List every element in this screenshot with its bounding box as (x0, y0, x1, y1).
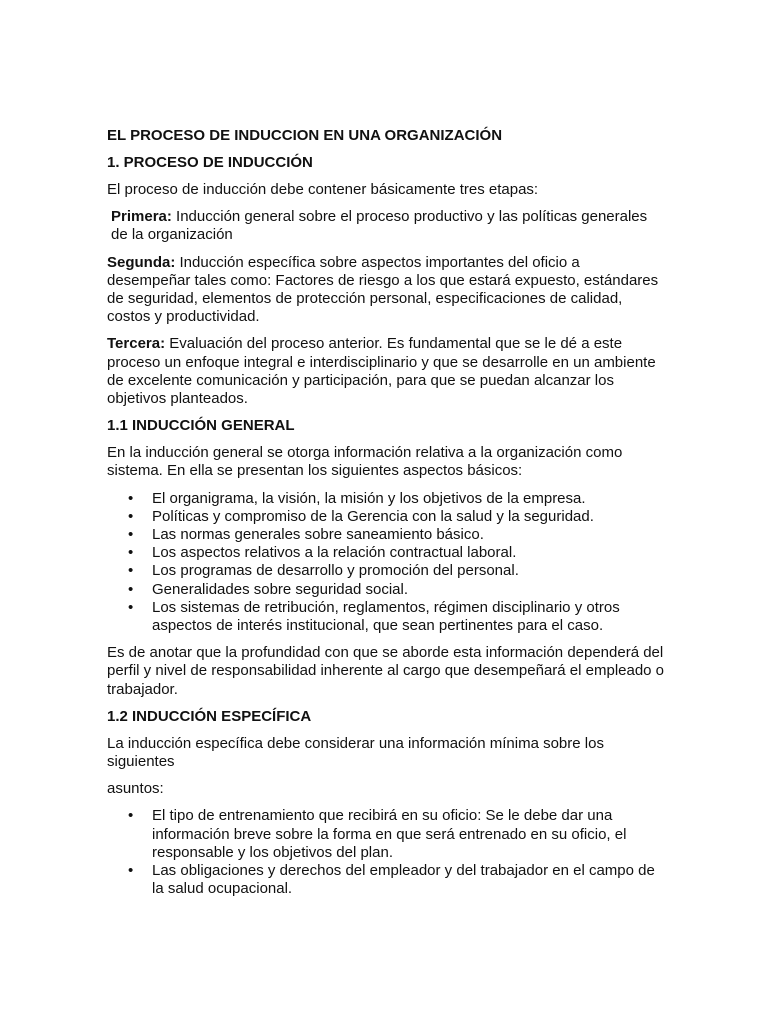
stage-tercera (107, 335, 667, 408)
list-item: • El organigrama, la visión, la misión y los objetivos de la empresa. (128, 489, 586, 507)
section-1-2-intro-continued: asuntos: (107, 780, 164, 798)
stage-primera (107, 208, 667, 244)
section-1-intro: El proceso de inducción debe contener básicamente tres etapas: (107, 181, 539, 198)
stage-label: Tercera: (107, 335, 166, 353)
bullet-icon: • (128, 489, 134, 507)
stage-label: Primera: (111, 208, 172, 226)
bullet-icon: • (128, 807, 134, 825)
section-1-1-heading: 1.1 INDUCCIÓN GENERAL (107, 417, 295, 435)
bullet-icon: • (128, 544, 134, 562)
list-item: • Políticas y compromiso de la Gerencia con la salud y la seguridad. (128, 507, 594, 525)
specific-induction-list (107, 807, 667, 898)
section-1-1-closing: Es de anotar que la profundidad con que se aborde esta información dependerá del perfil y nivel de responsabilidad inherente al cargo que desempeñará el empleado o trabajador. (107, 644, 665, 698)
list-item: • Las normas generales sobre saneamiento básico. (128, 526, 484, 544)
document-page (107, 127, 667, 908)
stage-text: Evaluación del proceso anterior. Es fundamental que se le dé a este proceso un enfoque integral e interdisciplinario y que se desarrolle en un ambiente de excelente comunicación y participación, para que se puedan alcanzar los objetivos planteados. (107, 335, 656, 408)
list-item: • Los sistemas de retribución, reglamentos, régimen disciplinario y otros aspectos de interés institucional, que sean pertinentes para el caso. (128, 598, 620, 635)
list-item: • Los aspectos relativos a la relación contractual laboral. (128, 544, 517, 562)
bullet-icon: • (128, 598, 134, 616)
section-1-2-heading: 1.2 INDUCCIÓN ESPECÍFICA (107, 707, 312, 725)
bullet-icon: • (128, 862, 134, 880)
general-induction-list (107, 490, 667, 636)
section-1-heading: 1. PROCESO DE INDUCCIÓN (107, 154, 313, 171)
stage-label: Segunda: (107, 253, 176, 271)
stage-segunda (107, 254, 667, 327)
bullet-icon: • (128, 507, 134, 525)
stage-text: Inducción específica sobre aspectos importantes del oficio a desempeñar tales como: Factores de riesgo a los que estará expuesto, estándares de seguridad, elementos de protección personal, especificaciones de calidad, costos y productividad. (107, 253, 659, 326)
bullet-icon: • (128, 526, 134, 544)
list-item: • Generalidades sobre seguridad social. (128, 580, 408, 598)
list-item: • Los programas de desarrollo y promoción del personal. (128, 562, 519, 580)
list-item: • Las obligaciones y derechos del empleador y del trabajador en el campo de la salud ocupacional. (128, 862, 655, 898)
section-1-1-intro: En la inducción general se otorga información relativa a la organización como sistema. En ella se presentan los siguientes aspectos básicos: (107, 444, 623, 480)
stage-text: Inducción general sobre el proceso productivo y las políticas generales de la organización (111, 208, 648, 244)
section-1-2-intro: La inducción específica debe considerar una información mínima sobre los siguientes (107, 734, 604, 771)
bullet-icon: • (128, 580, 134, 598)
list-item: • El tipo de entrenamiento que recibirá en su oficio: Se le debe dar una información breve sobre la forma en que será entrenado en su oficio, el responsable y los objetivos del plan. (128, 807, 627, 861)
document-title: EL PROCESO DE INDUCCION EN UNA ORGANIZACIÓN (107, 127, 503, 144)
bullet-icon: • (128, 562, 134, 580)
